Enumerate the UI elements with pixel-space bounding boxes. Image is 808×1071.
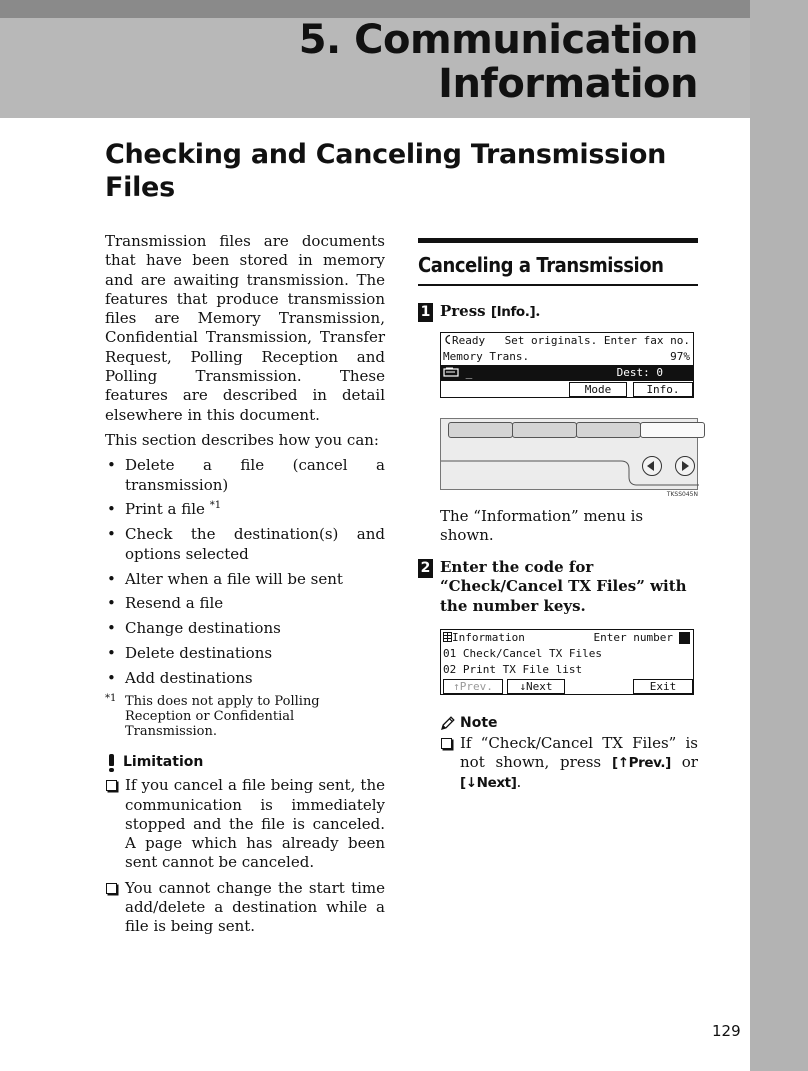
left-column	[105, 232, 385, 943]
lcd-next-button[interactable]: ↓Next	[507, 679, 565, 694]
note-heading: Note	[440, 715, 698, 731]
step-2: 2 Enter the code for “Check/Cancel TX Files” with the number keys.	[418, 558, 698, 617]
lcd-row[interactable]: 02 Print TX File list	[443, 663, 583, 676]
input-cursor-block	[679, 632, 690, 644]
lead-paragraph: This section describes how you can:	[105, 430, 379, 449]
list-item: • Print a file $^{*1}$	[105, 500, 385, 519]
list-item: • Check the destination(s) and options selected	[105, 525, 385, 564]
checkbox-bullet-icon	[106, 780, 117, 791]
fax-machine-icon	[443, 367, 459, 377]
lcd-exit-button[interactable]: Exit	[633, 679, 693, 694]
limitation-list	[105, 776, 385, 936]
footnote-mark: *1	[105, 692, 117, 704]
lcd-row-highlighted: _ Dest: 0	[441, 365, 693, 381]
lcd-prev-button[interactable]: ↑Prev.	[443, 679, 503, 694]
list-item: You cannot change the start time add/delete a destination while a file is being sent.	[105, 879, 385, 937]
chapter-title	[299, 18, 698, 106]
intro-paragraph: Transmission files are documents that have been stored in memory and are awaiting transmission. The features that produce transmission files are Memory Transmission, Confidential Transmission, Transfer Request, Polling Reception and Polling Transmission. These features are described in detail elsewhere in this document.	[105, 232, 385, 424]
page-number: 129	[712, 1022, 741, 1040]
lcd-info-button[interactable]: Info.	[633, 382, 693, 397]
chapter-title-line-1: 5. Communication	[298, 17, 698, 63]
subsection-title: Canceling a Transmission	[418, 253, 664, 277]
lcd-row[interactable]: 01 Check/Cancel TX Files	[443, 647, 602, 660]
step-number: 2	[418, 559, 433, 578]
step-1-result: The “Information” menu is shown.	[440, 506, 644, 544]
chapter-title-line-2: Information	[438, 61, 698, 107]
operation-panel	[440, 418, 698, 490]
list-item: • Resend a file	[105, 594, 385, 613]
list-item: • Change destinations	[105, 619, 385, 638]
pencil-icon	[440, 715, 456, 731]
left-arrow-button[interactable]	[642, 456, 662, 476]
checkbox-bullet-icon	[106, 883, 117, 894]
right-arrow-button[interactable]	[675, 456, 695, 476]
list-item: • Delete destinations	[105, 644, 385, 663]
prev-key-label: [↑Prev.]	[611, 755, 671, 771]
lcd-row: Ready Set originals. Enter fax no.	[441, 333, 693, 349]
checkbox-bullet-icon	[441, 738, 452, 749]
info-key-label: [Info.]	[490, 304, 536, 320]
list-item: • Add destinations	[105, 669, 385, 688]
lcd-screen-ready	[440, 332, 694, 398]
lcd-row: Memory Trans. 97%	[443, 349, 690, 363]
list-item: If you cancel a file being sent, the communication is immediately stopped and the file is canceled. A page which has already been sent cannot be canceled.	[105, 776, 385, 872]
exclamation-icon	[105, 754, 119, 772]
figure-code: TKSS045N	[666, 490, 698, 498]
footnote	[105, 694, 385, 739]
next-key-label: [↓Next]	[460, 775, 517, 791]
lcd-screen-information	[440, 629, 694, 695]
limitation-heading: Limitation	[105, 753, 385, 772]
header-top-strip	[0, 0, 808, 18]
footnote-text: This does not apply to Polling Reception or Confidential Transmission.	[125, 693, 320, 739]
list-item: • Alter when a file will be sent	[105, 570, 385, 589]
lcd-mode-button[interactable]: Mode	[569, 382, 627, 397]
capabilities-list	[105, 456, 385, 688]
footnote-reference: *1	[209, 500, 222, 512]
grid-icon	[443, 632, 452, 642]
panel-outline-graphic	[441, 419, 699, 489]
step-number: 1	[418, 303, 433, 322]
list-item: If “Check/Cancel TX Files” is not shown, press [↑Prev.] or [↓Next].	[440, 734, 698, 793]
note-list	[440, 734, 698, 793]
section-title: Checking and Canceling Transmission Files	[105, 139, 667, 203]
clock-icon	[443, 334, 452, 345]
list-item: • Delete a file (cancel a transmission)	[105, 456, 385, 495]
right-column	[418, 238, 698, 799]
page-side-band	[750, 0, 808, 1071]
step-1: 1 Press [Info.].	[418, 302, 698, 323]
lcd-row: Information Enter number	[441, 630, 693, 646]
subsection-rule-bottom	[418, 284, 698, 286]
